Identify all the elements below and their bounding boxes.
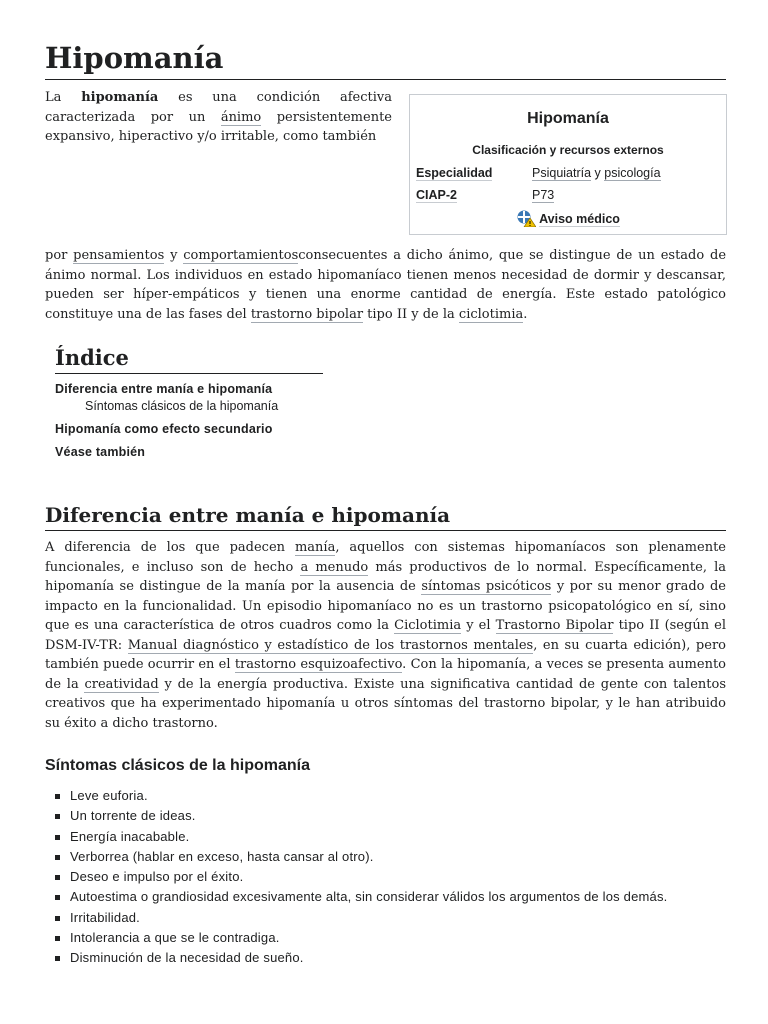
link-ciclotimia[interactable]: ciclotimia bbox=[458, 306, 524, 322]
subsection-heading-sintomas: Síntomas clásicos de la hipomanía bbox=[45, 757, 310, 774]
medical-warning-icon bbox=[516, 209, 536, 227]
section-text: y de la energía productiva. Existe una significativa cantidad de gente con talentos creativos que ha experimentado hipomanía u otros síntomas del trastorno bipolar, y le han atribuido su éxito a dicho trastorno. bbox=[45, 676, 726, 731]
intro-text: . bbox=[523, 306, 528, 322]
section-text: más productivos de lo normal. Específicamente, la hipomanía se distingue de la manía por la ausencia de bbox=[45, 559, 727, 594]
link-creatividad[interactable]: creatividad bbox=[84, 676, 159, 692]
intro-text: consecuentes a dicho ánimo, que se distingue de un estado de ánimo normal. Los individuos en estado hipomaníaco tienen menos necesidad de dormir y descansar, pueden ser híper-empáticos y tienen una enorme cantidad de energía. Este estado patológico constituye una de las fases del bbox=[45, 248, 727, 322]
intro-text: La bbox=[45, 90, 82, 105]
toc-item-efecto-secundario[interactable]: Hipomanía como efecto secundario bbox=[55, 422, 273, 436]
link-dsm-manual[interactable]: Manual diagnóstico y estadístico de los trastornos mentales bbox=[127, 637, 534, 653]
toc-item-diferencia[interactable]: Diferencia entre manía e hipomanía bbox=[55, 382, 273, 396]
toc-item-sintomas[interactable]: Síntomas clásicos de la hipomanía bbox=[85, 399, 279, 413]
intro-paragraph-2 bbox=[45, 246, 726, 324]
list-item: Intolerancia a que se le contradiga. bbox=[45, 930, 726, 946]
link-psiquiatria[interactable]: Psiquiatría bbox=[532, 166, 592, 180]
medical-notice bbox=[410, 209, 726, 227]
link-mania[interactable]: manía bbox=[294, 540, 336, 555]
intro-text: y bbox=[164, 248, 184, 263]
section-paragraph-diferencia bbox=[45, 538, 726, 733]
list-item: Disminución de la necesidad de sueño. bbox=[45, 950, 726, 966]
intro-bold-term: hipomanía bbox=[81, 90, 159, 105]
infobox-key bbox=[416, 166, 492, 180]
section-text: , aquellos con sistemas hipomaníacos son plenamente funcionales, e incluso son de hecho bbox=[45, 540, 726, 575]
symptoms-list bbox=[45, 788, 726, 971]
link-psicologia[interactable]: psicología bbox=[604, 166, 661, 180]
section-text: . Con la hipomanía, a veces se presenta aumento de la bbox=[45, 657, 727, 692]
section-text: A diferencia de los que padecen bbox=[45, 540, 295, 555]
list-item: Leve euforia. bbox=[45, 788, 726, 804]
toc-item-vease-tambien[interactable]: Véase también bbox=[55, 445, 146, 459]
infobox-key bbox=[416, 188, 457, 202]
link-a-menudo[interactable]: a menudo bbox=[300, 559, 369, 575]
list-item: Verborrea (hablar en exceso, hasta cansar al otro). bbox=[45, 849, 726, 865]
intro-paragraph-1 bbox=[45, 88, 392, 147]
link-animo[interactable]: ánimo bbox=[220, 109, 262, 125]
section-text: tipo II (según el DSM-IV-TR: bbox=[45, 618, 727, 653]
page-title: Hipomanía bbox=[45, 38, 726, 80]
link-pensamientos[interactable]: pensamientos bbox=[73, 248, 165, 263]
list-item: Irritabilidad. bbox=[45, 910, 726, 926]
table-of-contents bbox=[55, 343, 325, 459]
intro-text: es una condición afectiva caracterizada por un bbox=[45, 90, 393, 125]
link-p73[interactable]: P73 bbox=[532, 188, 555, 202]
infobox-sep: y bbox=[591, 166, 605, 180]
link-sintomas-psicoticos[interactable]: síntomas psicóticos bbox=[421, 579, 552, 594]
infobox-title: Hipomanía bbox=[527, 110, 609, 127]
intro-text: persistentemente expansivo, hiperactivo y/o irritable, como también bbox=[45, 109, 392, 144]
link-trastorno-esquizoafectivo[interactable]: trastorno esquizoafectivo bbox=[234, 657, 403, 672]
medical-notice-link[interactable]: Aviso médico bbox=[539, 212, 620, 226]
infobox-value bbox=[532, 166, 661, 180]
infobox-subtitle: Clasificación y recursos externos bbox=[472, 143, 664, 157]
intro-text: por bbox=[45, 248, 74, 263]
infobox-value bbox=[532, 188, 554, 202]
list-item: Autoestima o grandiosidad excesivamente alta, sin considerar válidos los argumentos de los demás. bbox=[45, 889, 726, 905]
link-trastorno-bipolar-2[interactable]: Trastorno Bipolar bbox=[495, 618, 614, 633]
infobox-key-label[interactable]: Especialidad bbox=[416, 166, 493, 180]
list-item: Un torrente de ideas. bbox=[45, 808, 726, 824]
section-text: y el bbox=[461, 618, 496, 633]
link-comportamientos[interactable]: comportamientos bbox=[183, 248, 299, 263]
section-heading-diferencia: Diferencia entre manía e hipomanía bbox=[45, 500, 726, 531]
link-trastorno-bipolar[interactable]: trastorno bipolar bbox=[250, 306, 364, 322]
list-item: Energía inacabable. bbox=[45, 829, 726, 845]
link-ciclotimia-2[interactable]: Ciclotimia bbox=[394, 618, 462, 633]
toc-title: Índice bbox=[55, 343, 323, 374]
infobox-key-label[interactable]: CIAP-2 bbox=[416, 188, 457, 202]
list-item: Deseo e impulso por el éxito. bbox=[45, 869, 726, 885]
section-text: y por su menor grado de impacto en la funcionalidad. Un episodio hipomaníaco no es un trastorno psicopatológico en sí, sino que es una característica de otros cuadros como la bbox=[45, 579, 727, 633]
intro-text: tipo II y de la bbox=[363, 306, 459, 322]
infobox bbox=[409, 94, 727, 235]
section-text: , en su cuarta edición), pero también puede ocurrir en el bbox=[45, 637, 726, 672]
